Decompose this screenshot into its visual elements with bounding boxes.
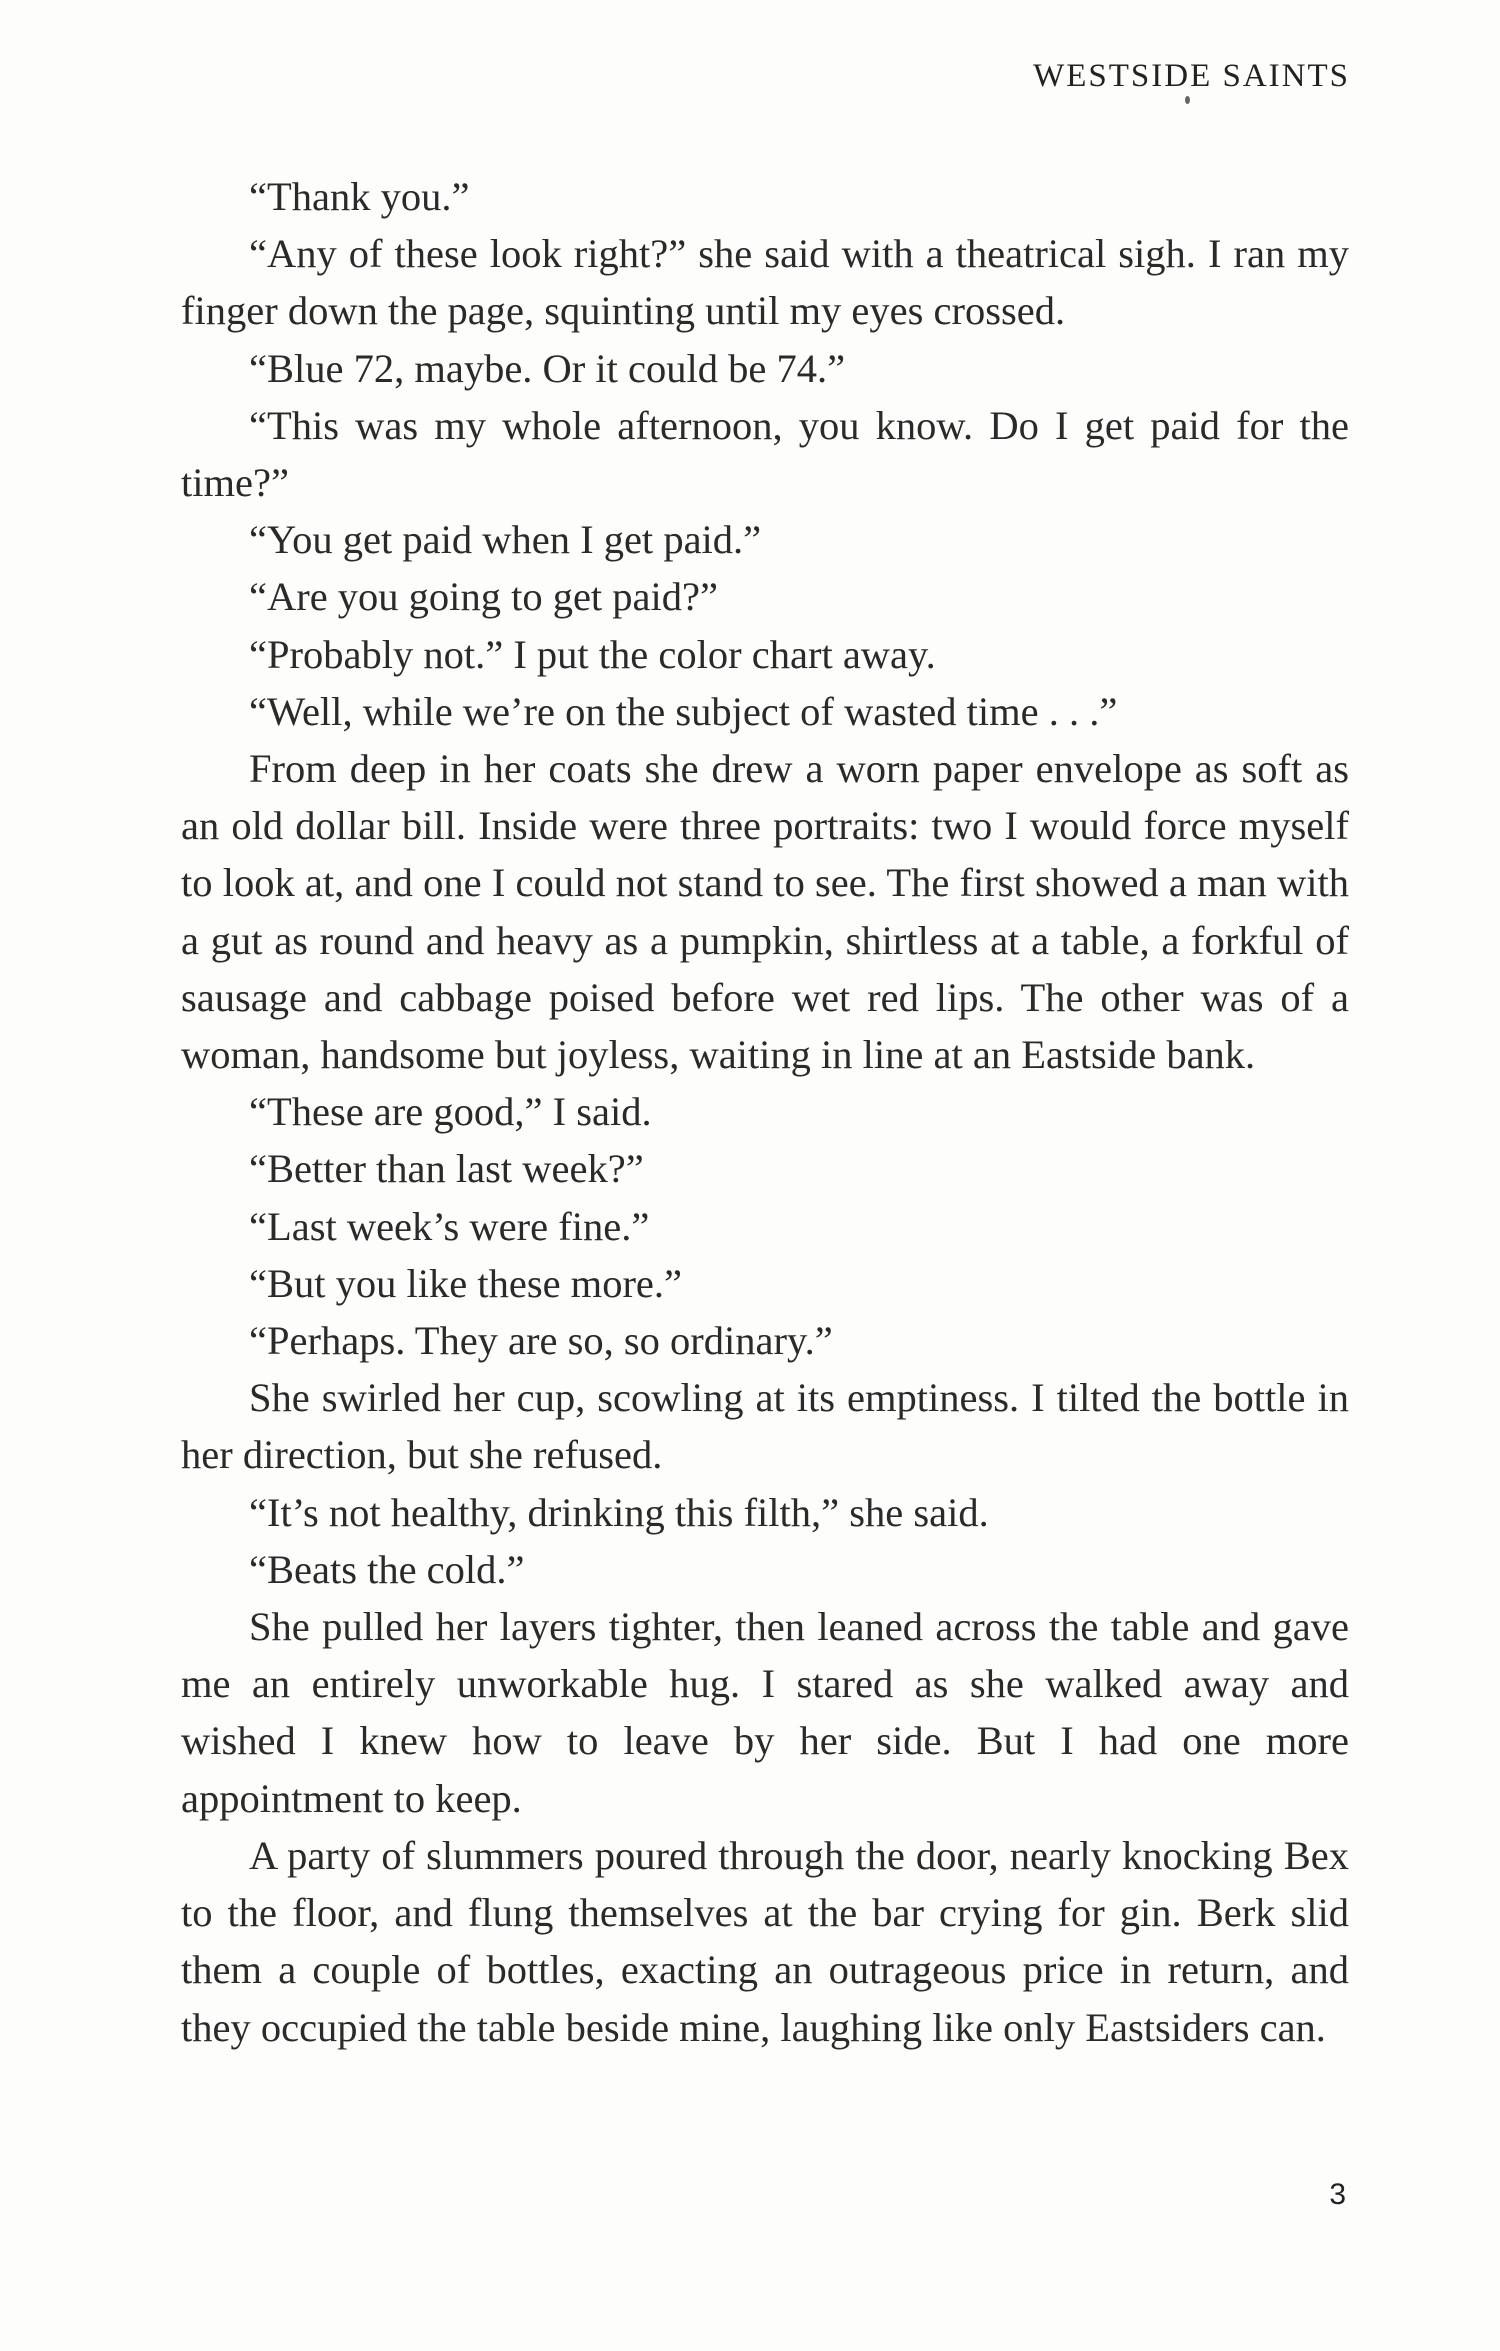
paragraph: “Are you going to get paid?” (249, 574, 718, 620)
paragraph: A party of slummers poured through the door, nearly knocking Bex to the floor, and flung themselves at the bar crying for gin. Berk slid them a couple of bottles, exacting an outrageous price in return, and they occupied the table beside mine, laughing like only Eastsiders can. (181, 1832, 1349, 2050)
paragraph: “You get paid when I get paid.” (249, 517, 762, 563)
paragraph: “Thank you.” (249, 174, 470, 219)
paragraph: “Probably not.” I put the color chart away. (249, 631, 936, 677)
paragraph: “Perhaps. They are so, so ordinary.” (249, 1318, 833, 1364)
running-head: WESTSIDE SAINTS (1033, 58, 1350, 94)
paragraph: “But you like these more.” (249, 1260, 683, 1306)
paragraph: “Better than last week?” (249, 1146, 644, 1192)
paragraph: “Well, while we’re on the subject of wasted time . . .” (249, 688, 1118, 734)
paragraph: “Blue 72, maybe. Or it could be 74.” (249, 345, 846, 391)
paragraph: “These are good,” I said. (249, 1089, 652, 1135)
paragraph: She swirled her cup, scowling at its emptiness. I tilted the bottle in her direction, but she refused. (181, 1375, 1349, 1478)
paragraph: “This was my whole afternoon, you know. Do I get paid for the time?” (181, 402, 1349, 506)
ink-speck (1185, 96, 1190, 104)
paragraph: “Beats the cold.” (249, 1546, 525, 1592)
paragraph: She pulled her layers tighter, then leaned across the table and gave me an entirely unworkable hug. I stared as she walked away and wished I knew how to leave by her side. But I had one more appointment to keep. (181, 1604, 1349, 1821)
page-number: 3 (1329, 2178, 1346, 2211)
paragraph: “Any of these look right?” she said with a theatrical sigh. I ran my finger down the page, squinting until my eyes crossed. (181, 231, 1349, 334)
paragraph: From deep in her coats she drew a worn paper envelope as soft as an old dollar bill. Inside were three portraits: two I would force myself to look at, and one I could not stand to see. The first showed a man with a gut as round and heavy as a pumpkin, shirtless at a table, a forkful of sausage and cabbage poised before wet red lips. The other was of a woman, handsome but joyless, waiting in line at an Eastside bank. (181, 746, 1349, 1078)
body-text (181, 168, 1349, 2056)
paragraph: “It’s not healthy, drinking this filth,” she said. (249, 1489, 989, 1535)
paragraph: “Last week’s were fine.” (249, 1203, 650, 1249)
